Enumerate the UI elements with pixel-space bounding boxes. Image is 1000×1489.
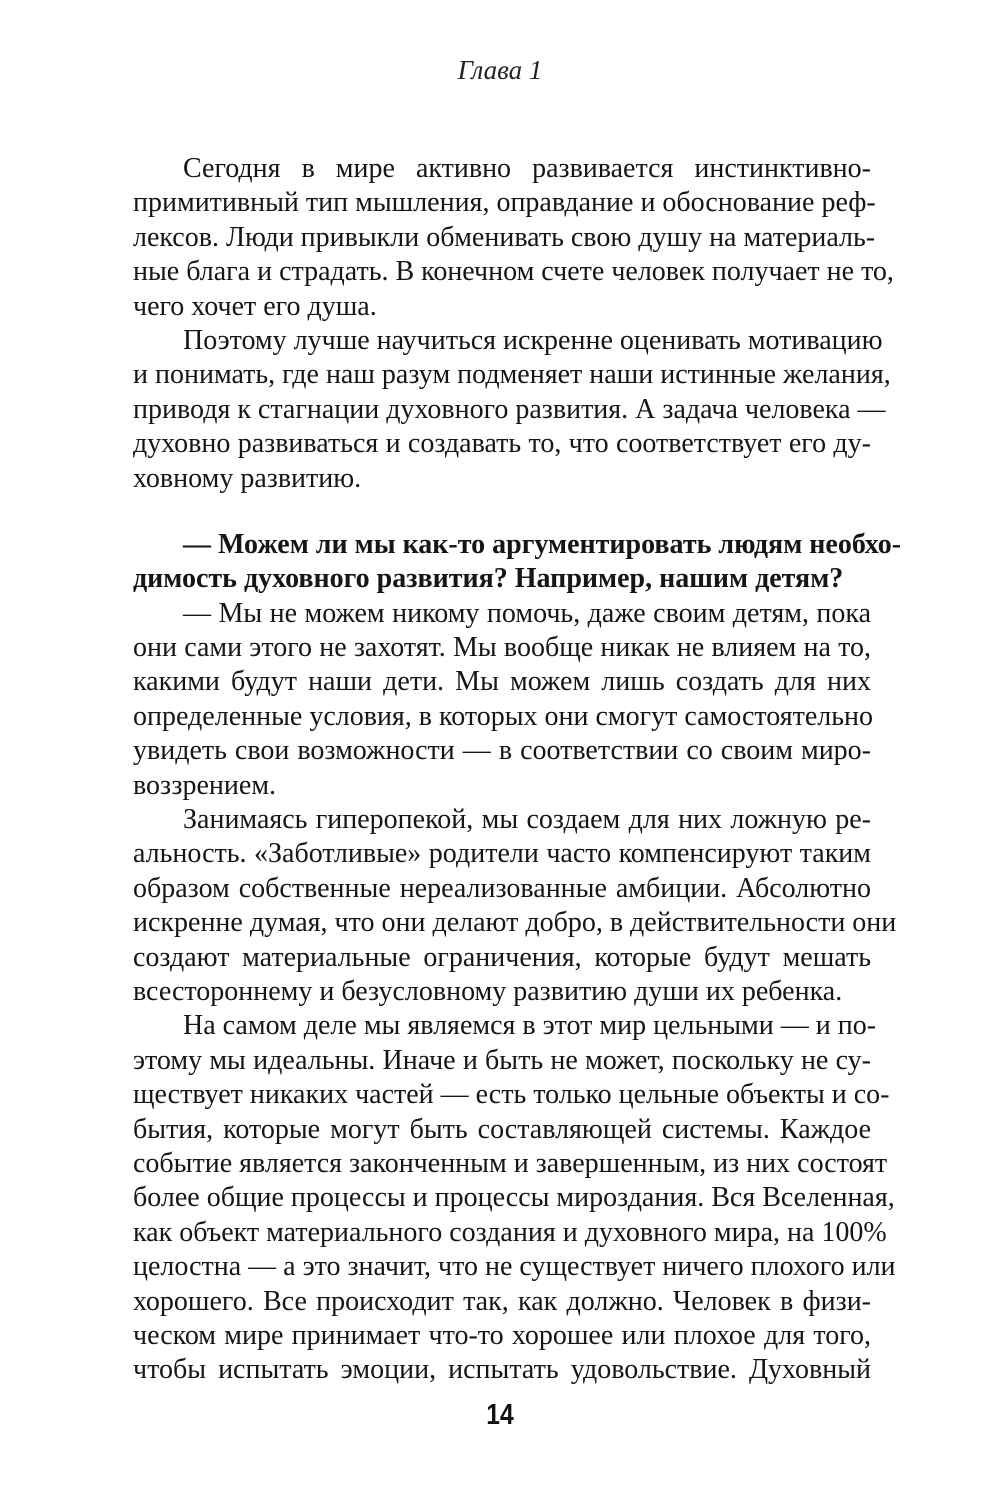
text-line: Сегодня в мире активно развивается инстинктивно- [183, 153, 871, 184]
text-line: духовно развиваться и создавать то, что соответствует его ду- [133, 428, 871, 460]
text-line: увидеть свои возможности — в соответствии со своим миро- [133, 735, 871, 767]
text-line: всестороннему и безусловному развитию души их ребенка. [133, 975, 843, 1007]
text-line: более общие процессы и процессы мироздания. Вся Вселенная, [133, 1182, 895, 1214]
text-line: бытия, которые могут быть составляющей системы. Каждое [133, 1113, 871, 1145]
text-line: примитивный тип мышления, оправдание и обоснование реф- [133, 187, 876, 219]
text-line: приводя к стагнации духовного развития. А задача человека — [133, 393, 886, 425]
text-line: этому мы идеальны. Иначе и быть не может, поскольку не су- [133, 1044, 871, 1076]
text-line: они сами этого не захотят. Мы вообще никак не влияем на то, [133, 632, 871, 664]
paragraph [133, 324, 891, 496]
text-line: создают материальные ограничения, которые будут мешать [133, 941, 871, 973]
text-line: ховному развитию. [133, 462, 362, 494]
text-line: ществует никаких частей — есть только цельные объекты и со- [133, 1079, 890, 1111]
text-line: какими будут наши дети. Мы можем лишь создать для них [133, 666, 871, 698]
page-number: 14 [486, 1399, 514, 1431]
text-line: Занимаясь гиперопекой, мы создаем для них ложную ре- [183, 804, 871, 836]
text-line: ческом мире принимает что-то хорошее или плохое для того, [133, 1319, 871, 1351]
text-line: определенные условия, в которых они смогут самостоятельно [133, 700, 874, 732]
paragraph [133, 1009, 896, 1387]
section-gap [133, 496, 871, 528]
text-line: — Можем ли мы как-то аргументировать людям необхо- [183, 528, 902, 560]
text-line: искренне думая, что они делают добро, в действительности они [133, 907, 897, 939]
text-line: На самом деле мы являемся в этот мир цельными — и по- [183, 1010, 877, 1042]
question-paragraph [133, 528, 902, 597]
text-line: димость духовного развития? Например, нашим детям? [133, 563, 844, 595]
paragraph [133, 803, 897, 1009]
text-line: как объект материального создания и духовного мира, на 100% [133, 1216, 887, 1248]
text-line: воззрением. [133, 769, 277, 801]
text-line: ные блага и страдать. В конечном счете человек получает не то, [133, 256, 894, 288]
text-line: образом собственные нереализованные амбиции. Абсолютно [133, 872, 871, 904]
text-line: — Мы не можем никому помочь, даже своим детям, пока [183, 597, 871, 629]
page-body [133, 152, 902, 1388]
text-line: лексов. Люди привыкли обменивать свою душу на материаль- [133, 221, 876, 253]
text-line: Поэтому лучше научиться искренне оценивать мотивацию [183, 324, 883, 356]
text-line: событие является законченным и завершенным, из них состоят [133, 1147, 888, 1179]
answer-paragraph [133, 597, 874, 803]
text-line: чтобы испытать эмоции, испытать удовольствие. Духовный [133, 1354, 871, 1386]
text-line: хорошего. Все происходит так, как должно. Человек в физи- [133, 1285, 871, 1317]
text-line: целостна — а это значит, что не существует ничего плохого или [133, 1251, 896, 1283]
paragraph [133, 152, 894, 324]
chapter-header: Глава 1 [457, 55, 543, 85]
text-line: чего хочет его душа. [133, 290, 377, 322]
text-line: альность. «Заботливые» родители часто компенсируют таким [133, 838, 871, 870]
text-line: и понимать, где наш разум подменяет наши истинные желания, [133, 359, 891, 391]
